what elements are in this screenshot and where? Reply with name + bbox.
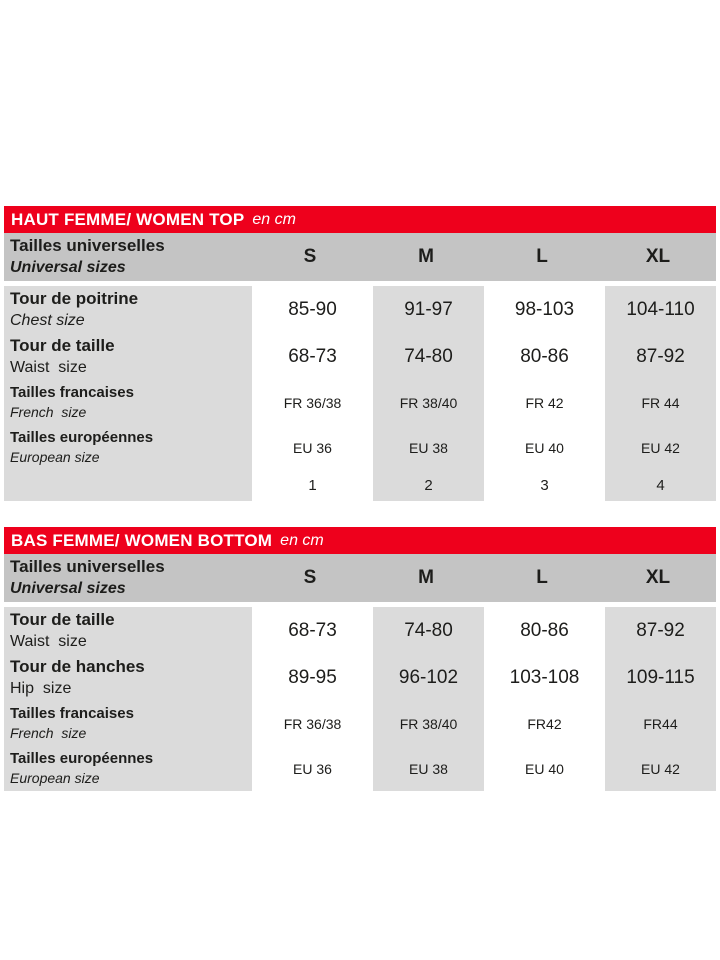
- cell-value: FR 36/38: [252, 701, 368, 746]
- table-row: [4, 701, 716, 746]
- row-label: [4, 470, 252, 501]
- section-women-top: [4, 206, 716, 501]
- row-label-fr: Tailles européennes: [10, 750, 154, 767]
- cell-value: 91-97: [368, 286, 484, 333]
- universal-sizes-label: [4, 554, 252, 602]
- row-label: [4, 425, 252, 470]
- column-header-l: L: [536, 246, 548, 267]
- cell-value: 68-73: [252, 607, 368, 654]
- size-table-body: [4, 286, 716, 501]
- row-label-en: European size: [10, 449, 100, 465]
- table-row: [4, 333, 716, 380]
- row-label-en: Waist size: [10, 633, 87, 650]
- cell-value: EU 36: [252, 425, 368, 470]
- cell-value: 4: [600, 470, 716, 501]
- row-label-fr: Tailles francaises: [10, 705, 134, 722]
- cell-value: 87-92: [600, 607, 716, 654]
- row-label: [4, 380, 252, 425]
- cell-value: 87-92: [600, 333, 716, 380]
- size-table-body: [4, 607, 716, 791]
- row-label-en: Waist size: [10, 359, 87, 376]
- column-header-s: S: [303, 246, 317, 267]
- table-row: [4, 380, 716, 425]
- row-label-fr: Tour de taille: [10, 336, 115, 355]
- universal-sizes-label-en: Universal sizes: [10, 580, 126, 597]
- cell-value: 96-102: [368, 654, 484, 701]
- row-label-en: European size: [10, 770, 100, 786]
- cell-value: 80-86: [484, 607, 600, 654]
- universal-sizes-label-fr: Tailles universelles: [10, 557, 165, 576]
- cell-value: FR44: [600, 701, 716, 746]
- row-label-fr: Tour de taille: [10, 610, 115, 629]
- table-row: [4, 425, 716, 470]
- cell-value: 98-103: [484, 286, 600, 333]
- table-row: [4, 607, 716, 654]
- cell-value: FR 44: [600, 380, 716, 425]
- row-label-en: French size: [10, 404, 87, 420]
- row-label-fr: Tour de poitrine: [10, 289, 139, 308]
- cell-value: FR42: [484, 701, 600, 746]
- cell-value: 103-108: [484, 654, 600, 701]
- table-row: [4, 654, 716, 701]
- size-header-row: [4, 554, 716, 602]
- section-unit-label: en cm: [252, 210, 296, 228]
- row-label-fr: Tailles francaises: [10, 384, 134, 401]
- row-label-fr: Tour de hanches: [10, 657, 145, 676]
- row-label: [4, 746, 252, 791]
- row-label: [4, 607, 252, 654]
- section-unit-label: en cm: [280, 531, 324, 549]
- size-chart: [4, 206, 716, 791]
- cell-value: EU 42: [600, 746, 716, 791]
- row-label: [4, 654, 252, 701]
- cell-value: 74-80: [368, 607, 484, 654]
- section-title: BAS FEMME/ WOMEN BOTTOM: [11, 530, 273, 550]
- cell-value: 89-95: [252, 654, 368, 701]
- column-header-l: L: [536, 567, 548, 588]
- row-label: [4, 333, 252, 380]
- cell-value: 74-80: [368, 333, 484, 380]
- column-header-xl: XL: [645, 567, 671, 588]
- row-label: [4, 286, 252, 333]
- cell-value: 80-86: [484, 333, 600, 380]
- cell-value: 68-73: [252, 333, 368, 380]
- row-label-en: Chest size: [10, 312, 85, 329]
- cell-value: 2: [368, 470, 484, 501]
- column-header-m: M: [418, 567, 434, 588]
- row-label-en: Hip size: [10, 680, 72, 697]
- cell-value: EU 36: [252, 746, 368, 791]
- cell-value: FR 36/38: [252, 380, 368, 425]
- cell-value: EU 38: [368, 425, 484, 470]
- row-label-fr: Tailles européennes: [10, 429, 154, 446]
- table-row: [4, 286, 716, 333]
- row-label-en: French size: [10, 725, 87, 741]
- cell-value: FR 42: [484, 380, 600, 425]
- universal-sizes-label: [4, 233, 252, 281]
- section-title-bar: [4, 527, 716, 554]
- cell-value: FR 38/40: [368, 701, 484, 746]
- universal-sizes-label-en: Universal sizes: [10, 259, 126, 276]
- cell-value: 109-115: [600, 654, 716, 701]
- section-women-bottom: [4, 527, 716, 791]
- section-title: HAUT FEMME/ WOMEN TOP: [11, 209, 245, 229]
- universal-sizes-label-fr: Tailles universelles: [10, 236, 165, 255]
- table-row: [4, 470, 716, 501]
- cell-value: 85-90: [252, 286, 368, 333]
- row-label: [4, 701, 252, 746]
- cell-value: 1: [252, 470, 368, 501]
- column-header-xl: XL: [645, 246, 671, 267]
- cell-value: EU 38: [368, 746, 484, 791]
- size-header-row: [4, 233, 716, 281]
- cell-value: 3: [484, 470, 600, 501]
- cell-value: EU 42: [600, 425, 716, 470]
- column-header-s: S: [303, 567, 317, 588]
- column-header-m: M: [418, 246, 434, 267]
- cell-value: 104-110: [600, 286, 716, 333]
- cell-value: EU 40: [484, 746, 600, 791]
- cell-value: FR 38/40: [368, 380, 484, 425]
- cell-value: EU 40: [484, 425, 600, 470]
- table-row: [4, 746, 716, 791]
- section-title-bar: [4, 206, 716, 233]
